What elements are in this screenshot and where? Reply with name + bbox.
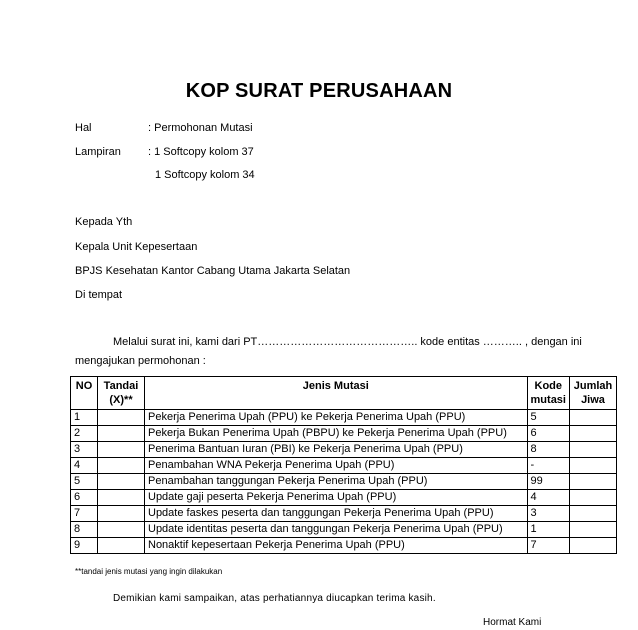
row-kode: 3 <box>527 506 569 522</box>
table-row <box>71 490 617 506</box>
row-tandai-cell[interactable] <box>98 490 145 506</box>
row-tandai-cell[interactable] <box>98 474 145 490</box>
signature-label: Hormat Kami <box>483 617 542 628</box>
recipient-line-2: Kepala Unit Kepesertaan <box>75 241 198 253</box>
recipient-line-3: BPJS Kesehatan Kantor Cabang Utama Jakarta Selatan <box>75 265 351 277</box>
table-row <box>71 506 617 522</box>
row-jumlah-cell[interactable] <box>570 458 617 474</box>
row-tandai-cell[interactable] <box>98 506 145 522</box>
row-no: 9 <box>71 538 98 554</box>
lampiran-value-2: 1 Softcopy kolom 34 <box>155 169 255 181</box>
table-row <box>71 522 617 538</box>
table-row <box>71 538 617 554</box>
row-tandai-cell[interactable] <box>98 538 145 554</box>
header-kode-mutasi: Kode mutasi <box>527 377 569 410</box>
recipient-line-1: Kepada Yth <box>75 216 133 228</box>
table-row <box>71 474 617 490</box>
header-no: NO <box>71 377 98 410</box>
row-jumlah-cell[interactable] <box>570 538 617 554</box>
lampiran-label: Lampiran <box>75 146 121 158</box>
row-no: 8 <box>71 522 98 538</box>
lampiran-value-1: : 1 Softcopy kolom 37 <box>148 146 254 158</box>
row-jenis: Pekerja Penerima Upah (PPU) ke Pekerja Penerima Upah (PPU) <box>145 410 528 426</box>
row-kode: 8 <box>527 442 569 458</box>
table-row <box>71 442 617 458</box>
row-no: 5 <box>71 474 98 490</box>
header-jumlah-jiwa: Jumlah Jiwa <box>570 377 617 410</box>
row-jumlah-cell[interactable] <box>570 490 617 506</box>
row-no: 3 <box>71 442 98 458</box>
row-kode: 7 <box>527 538 569 554</box>
row-tandai-cell[interactable] <box>98 442 145 458</box>
table-row <box>71 458 617 474</box>
row-no: 4 <box>71 458 98 474</box>
row-jumlah-cell[interactable] <box>570 410 617 426</box>
row-kode: 4 <box>527 490 569 506</box>
header-jenis-mutasi: Jenis Mutasi <box>145 377 528 410</box>
hal-label: Hal <box>75 122 92 134</box>
row-jenis: Penambahan WNA Pekerja Penerima Upah (PPU) <box>145 458 528 474</box>
table-header-row <box>71 377 617 410</box>
row-kode: 1 <box>527 522 569 538</box>
hal-value: : Permohonan Mutasi <box>148 122 253 134</box>
row-kode: 99 <box>527 474 569 490</box>
row-jenis: Penambahan tanggungan Pekerja Penerima Upah (PPU) <box>145 474 528 490</box>
row-jumlah-cell[interactable] <box>570 474 617 490</box>
letter-title: KOP SURAT PERUSAHAAN <box>185 80 453 102</box>
row-jenis: Nonaktif kepesertaan Pekerja Penerima Upah (PPU) <box>145 538 528 554</box>
row-jenis: Pekerja Bukan Penerima Upah (PBPU) ke Pekerja Penerima Upah (PPU) <box>145 426 528 442</box>
closing-sentence: Demikian kami sampaikan, atas perhatiannya diucapkan terima kasih. <box>113 593 436 604</box>
row-no: 6 <box>71 490 98 506</box>
footnote: **tandai jenis mutasi yang ingin dilakukan <box>75 567 223 576</box>
table-row <box>71 426 617 442</box>
row-no: 2 <box>71 426 98 442</box>
row-jumlah-cell[interactable] <box>570 506 617 522</box>
row-jenis: Update gaji peserta Pekerja Penerima Upah (PPU) <box>145 490 528 506</box>
body-paragraph-line-1: Melalui surat ini, kami dari PT…………………………………….. kode entitas ……….. , dengan ini <box>113 336 582 348</box>
row-jumlah-cell[interactable] <box>570 442 617 458</box>
row-jenis: Penerima Bantuan Iuran (PBI) ke Pekerja Penerima Upah (PPU) <box>145 442 528 458</box>
row-jumlah-cell[interactable] <box>570 522 617 538</box>
row-kode: 6 <box>527 426 569 442</box>
row-no: 7 <box>71 506 98 522</box>
mutation-table <box>70 376 617 554</box>
row-kode: - <box>527 458 569 474</box>
row-jenis: Update identitas peserta dan tanggungan Pekerja Penerima Upah (PPU) <box>145 522 528 538</box>
row-tandai-cell[interactable] <box>98 458 145 474</box>
recipient-line-4: Di tempat <box>75 289 123 301</box>
header-tandai: Tandai (X)** <box>98 377 145 410</box>
table-row <box>71 410 617 426</box>
body-paragraph-line-2: mengajukan permohonan : <box>75 355 206 367</box>
row-tandai-cell[interactable] <box>98 426 145 442</box>
row-jenis: Update faskes peserta dan tanggungan Pekerja Penerima Upah (PPU) <box>145 506 528 522</box>
row-tandai-cell[interactable] <box>98 410 145 426</box>
row-no: 1 <box>71 410 98 426</box>
row-tandai-cell[interactable] <box>98 522 145 538</box>
row-jumlah-cell[interactable] <box>570 426 617 442</box>
row-kode: 5 <box>527 410 569 426</box>
